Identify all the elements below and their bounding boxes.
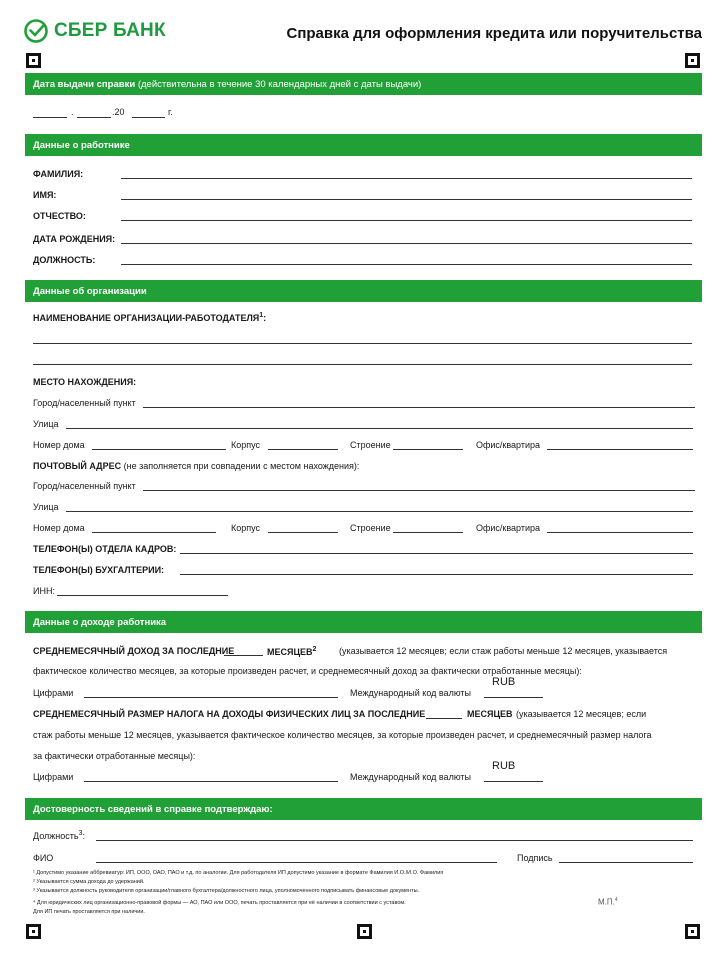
confirm-position-field[interactable]	[96, 840, 693, 841]
position-label: ДОЛЖНОСТЬ:	[33, 255, 96, 265]
footnote-5: Для ИП печать проставляется при наличии.	[33, 909, 145, 915]
birth-date-label: ДАТА РОЖДЕНИЯ:	[33, 234, 116, 244]
office-field[interactable]	[547, 449, 693, 450]
employer-name-text: НАИМЕНОВАНИЕ ОРГАНИЗАЦИИ-РАБОТОДАТЕЛЯ	[33, 313, 260, 323]
footnote-4: ⁴ Для юридических лиц организационно-правовой формы — АО, ПАО или ООО, печать проставляется при её наличии в соответствии с уставом.	[33, 900, 406, 906]
structure-label-2: Строение	[350, 523, 391, 533]
section-issue-date	[25, 73, 702, 95]
avg-income-note: (указывается 12 месяцев; если стаж работы меньше 12 месяцев, указывается	[339, 646, 668, 656]
building-label: Корпус	[231, 440, 261, 450]
fio-field[interactable]	[96, 862, 497, 863]
street-field[interactable]	[66, 428, 693, 429]
section-note: (действительна в течение 30 календарных дней с даты выдачи)	[137, 78, 422, 90]
avg-income-note-2: фактическое количество месяцев, за которые произведен расчет, и среднемесячный доход за фактически отработанные месяцы):	[33, 666, 582, 676]
employer-name-field-2[interactable]	[33, 364, 692, 365]
surname-field[interactable]	[121, 178, 692, 179]
month-field[interactable]	[77, 117, 111, 118]
office-label: Офис/квартира	[476, 440, 541, 450]
section-income	[25, 611, 702, 633]
fio-label: ФИО	[33, 853, 54, 863]
document-title: Справка для оформления кредита или поручительства	[286, 25, 702, 42]
stamp-text: М.П.	[598, 897, 615, 907]
currency-code-label-2: Международный код валюты	[350, 772, 471, 782]
tax-months-field[interactable]	[426, 718, 462, 719]
avg-income-months-label	[267, 646, 316, 657]
qr-marker-icon	[685, 53, 700, 68]
footnote-3: ³ Указывается должность руководителя организации/главного бухгалтера/должностного лица, уполномоченного подписывать финансовые документы.	[33, 888, 420, 894]
year-suffix: г.	[168, 107, 173, 117]
street-label-2: Улица	[33, 502, 59, 512]
street-field-2[interactable]	[66, 511, 693, 512]
avg-income-months-field[interactable]	[224, 655, 263, 656]
building-field[interactable]	[268, 449, 338, 450]
position-field[interactable]	[121, 264, 692, 265]
colon: :	[263, 313, 267, 323]
currency-field-2[interactable]	[484, 781, 543, 782]
position-text: Должность	[33, 831, 79, 841]
footnote-ref: 3	[78, 830, 83, 837]
location-label: МЕСТО НАХОЖДЕНИЯ:	[33, 377, 137, 387]
patronymic-label: ОТЧЕСТВО:	[33, 211, 86, 221]
section-organization	[25, 280, 702, 302]
inn-label: ИНН:	[33, 586, 55, 596]
section-title: Дата выдачи справки	[33, 78, 136, 90]
birth-date-field[interactable]	[121, 243, 692, 244]
brand-name: СБЕР БАНК	[54, 20, 166, 41]
income-digits-field[interactable]	[84, 697, 338, 698]
house-label: Номер дома	[33, 440, 85, 450]
qr-marker-icon	[26, 53, 41, 68]
house-label-2: Номер дома	[33, 523, 85, 533]
sber-logo-icon	[24, 19, 48, 43]
currency-code-label: Международный код валюты	[350, 688, 471, 698]
section-title: Данные о доходе работника	[33, 616, 167, 628]
city-field[interactable]	[143, 407, 695, 408]
name-field[interactable]	[121, 199, 692, 200]
avg-income-label: СРЕДНЕМЕСЯЧНЫЙ ДОХОД ЗА ПОСЛЕДНИЕ	[33, 646, 235, 656]
qr-marker-icon	[357, 924, 372, 939]
patronymic-field[interactable]	[121, 220, 692, 221]
employer-name-label	[33, 312, 266, 323]
office-label-2: Офис/квартира	[476, 523, 541, 533]
digits-label-2: Цифрами	[33, 772, 74, 782]
tax-note-2: стаж работы меньше 12 месяцев, указывается фактическое количество месяцев, за которые произведен расчет, и среднемесячный размер налога	[33, 730, 652, 740]
currency-value: RUB	[492, 676, 516, 688]
surname-label: ФАМИЛИЯ:	[33, 169, 84, 179]
section-title: Данные об организации	[33, 285, 147, 297]
section-employee	[25, 134, 702, 156]
footnote-ref: 1	[259, 312, 264, 319]
colon: :	[82, 831, 85, 841]
acc-phone-label: ТЕЛЕФОН(Ы) БУХГАЛТЕРИИ:	[33, 565, 165, 575]
city-label: Город/населенный пункт	[33, 398, 136, 408]
footnote-2: ² Указывается сумма дохода до удержаний.	[33, 879, 145, 885]
year-prefix: .20	[112, 107, 125, 117]
months-text: МЕСЯЦЕВ	[267, 647, 313, 657]
city-field-2[interactable]	[143, 490, 695, 491]
signature-label: Подпись	[517, 853, 553, 863]
confirm-position-label	[33, 830, 85, 841]
tax-label: СРЕДНЕМЕСЯЧНЫЙ РАЗМЕР НАЛОГА НА ДОХОДЫ ФИЗИЧЕСКИХ ЛИЦ ЗА ПОСЛЕДНИЕ	[33, 709, 426, 719]
qr-marker-icon	[685, 924, 700, 939]
postal-label	[33, 461, 359, 471]
footnote-1: ¹ Допустимо указание аббревиатур: ИП, ООО, ОАО, ПАО и т.д. по аналогии. Для работодателя ИП допустимо указание в формате Фамилия И.О./И.О. Фамилия	[33, 870, 444, 876]
digits-label: Цифрами	[33, 688, 74, 698]
currency-field[interactable]	[484, 697, 543, 698]
date-dot: .	[71, 107, 74, 117]
city-label-2: Город/населенный пункт	[33, 481, 136, 491]
tax-note: (указывается 12 месяцев; если	[516, 709, 647, 719]
footnote-ref: 4	[614, 897, 618, 903]
acc-phone-field[interactable]	[180, 574, 693, 575]
inn-field[interactable]	[57, 595, 228, 596]
stamp-label	[598, 897, 618, 907]
name-label: ИМЯ:	[33, 190, 57, 200]
tax-months-label: МЕСЯЦЕВ	[467, 709, 513, 719]
hr-phone-label: ТЕЛЕФОН(Ы) ОТДЕЛА КАДРОВ:	[33, 544, 177, 554]
house-field[interactable]	[92, 449, 226, 450]
postal-title: ПОЧТОВЫЙ АДРЕС	[33, 461, 122, 471]
building-field-2[interactable]	[268, 532, 338, 533]
street-label: Улица	[33, 419, 59, 429]
section-confirm	[25, 798, 702, 820]
structure-field-2[interactable]	[393, 532, 463, 533]
signature-field[interactable]	[559, 862, 693, 863]
qr-marker-icon	[26, 924, 41, 939]
footnote-ref: 2	[312, 646, 317, 653]
section-title: Достоверность сведений в справке подтверждаю:	[33, 803, 273, 815]
currency-value-2: RUB	[492, 760, 516, 772]
postal-note: (не заполняется при совпадении с местом нахождения):	[123, 461, 360, 471]
hr-phone-field[interactable]	[180, 553, 693, 554]
sber-logo	[24, 19, 166, 43]
structure-label: Строение	[350, 440, 391, 450]
day-field[interactable]	[33, 117, 67, 118]
tax-note-3: за фактически отработанные месяцы):	[33, 751, 196, 761]
tax-digits-field[interactable]	[84, 781, 338, 782]
office-field-2[interactable]	[547, 532, 693, 533]
building-label-2: Корпус	[231, 523, 261, 533]
section-title: Данные о работнике	[33, 139, 130, 151]
employer-name-field[interactable]	[33, 343, 692, 344]
structure-field[interactable]	[393, 449, 463, 450]
year-field[interactable]	[132, 117, 165, 118]
house-field-2[interactable]	[92, 532, 216, 533]
